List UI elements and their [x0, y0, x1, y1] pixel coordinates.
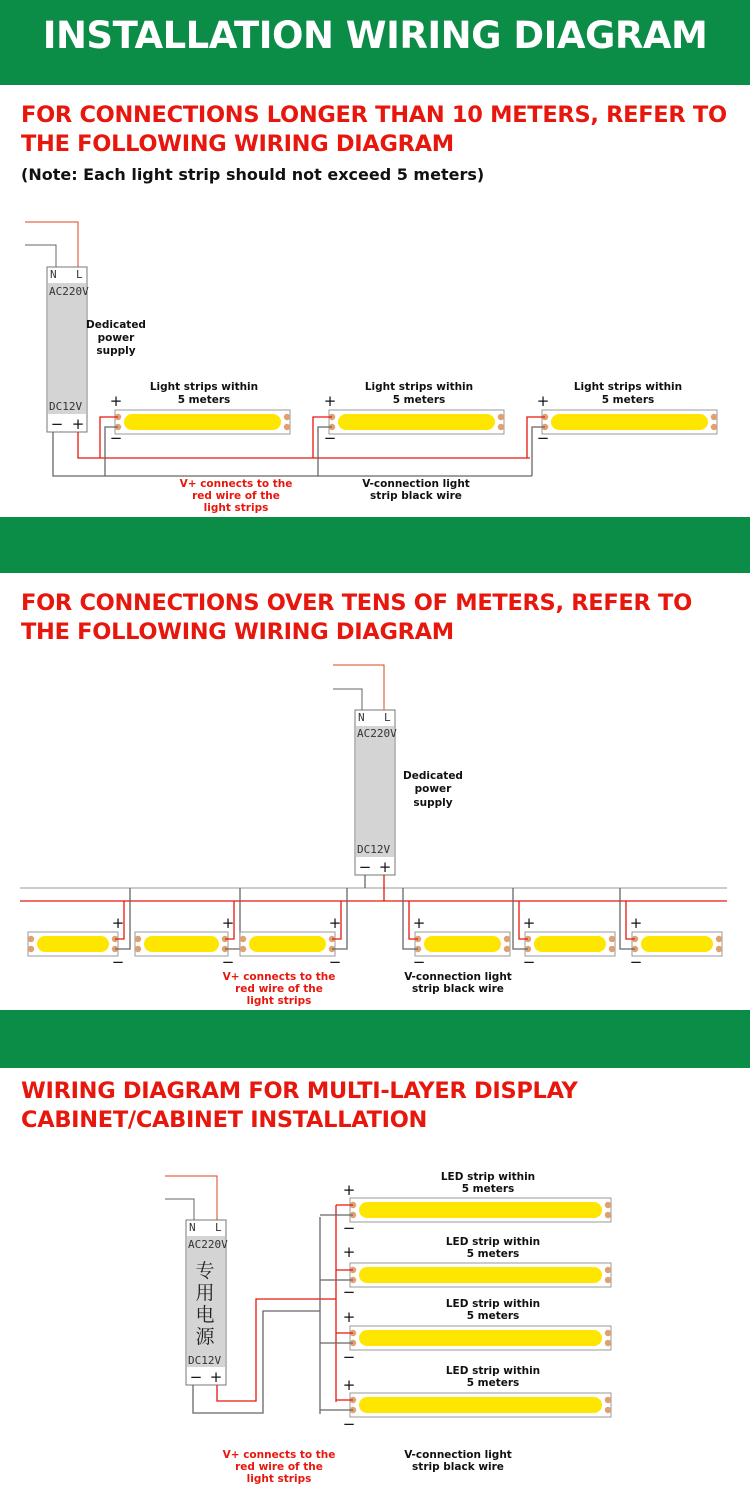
heading-line: FOR CONNECTIONS LONGER THAN 10 METERS, REFER TO	[21, 102, 727, 128]
vminus-label: strip black wire	[370, 490, 462, 502]
solder-pad	[605, 1267, 611, 1273]
minus-sign: −	[412, 953, 426, 971]
vplus-label: red wire of the	[192, 490, 280, 502]
strip-label: 5 meters	[392, 394, 446, 406]
solder-pad	[28, 936, 34, 942]
solder-pad	[240, 936, 246, 942]
heading-line: FOR CONNECTIONS OVER TENS OF METERS, REFER TO	[21, 590, 692, 616]
psu-minus: −	[189, 1368, 203, 1386]
vplus-label: V+ connects to the	[222, 971, 336, 983]
led-strip-light	[338, 414, 495, 430]
psu-dc: DC12V	[49, 400, 83, 413]
minus-sign: −	[522, 953, 536, 971]
led-strip-light	[249, 936, 326, 952]
minus-sign: −	[342, 1219, 356, 1237]
solder-pad	[605, 1397, 611, 1403]
solder-pad	[711, 414, 717, 420]
strip-label: 5 meters	[461, 1183, 515, 1195]
heading-line: CABINET/CABINET INSTALLATION	[21, 1107, 428, 1133]
page-title: INSTALLATION WIRING DIAGRAM	[42, 14, 708, 57]
plus-sign: +	[342, 1181, 356, 1199]
minus-sign: −	[328, 953, 342, 971]
minus-sign: −	[221, 953, 235, 971]
strip-label: LED strip within	[440, 1171, 536, 1183]
live-wire	[333, 665, 384, 710]
led-strip-light	[359, 1202, 602, 1218]
strip-label: LED strip within	[445, 1365, 541, 1377]
psu-label: power	[414, 783, 452, 795]
plus-sign: +	[221, 914, 235, 932]
led-strip-light	[641, 936, 713, 952]
solder-pad	[135, 936, 141, 942]
power-supply-body	[48, 283, 86, 414]
plus-sign: +	[629, 914, 643, 932]
neutral-wire	[25, 245, 56, 267]
psu-ac: AC220V	[49, 285, 89, 298]
psu-plus: +	[71, 415, 85, 433]
plus-sign: +	[522, 914, 536, 932]
solder-pad	[605, 1330, 611, 1336]
psu-l: L	[76, 268, 83, 281]
psu-l: L	[384, 711, 391, 724]
plus-sign: +	[412, 914, 426, 932]
plus-sign: +	[111, 914, 125, 932]
led-strip-light	[359, 1397, 602, 1413]
vminus-label: V-connection light	[404, 1449, 512, 1461]
live-wire	[165, 1176, 217, 1220]
led-strip-light	[359, 1267, 602, 1283]
diagram1-labels	[49, 268, 682, 514]
strip-label: 5 meters	[466, 1377, 520, 1389]
solder-pad	[135, 946, 141, 952]
led-strip-light	[144, 936, 219, 952]
psu-plus: +	[378, 858, 392, 876]
psu-dc: DC12V	[188, 1354, 222, 1367]
psu-n: N	[50, 268, 57, 281]
neutral-wire	[165, 1199, 194, 1220]
minus-sign: −	[111, 953, 125, 971]
vplus-label: light strips	[246, 1473, 312, 1485]
vminus-label: V-connection light	[362, 478, 470, 490]
heading-line: THE FOLLOWING WIRING DIAGRAM	[21, 619, 454, 645]
solder-pad	[498, 424, 504, 430]
plus-sign: +	[323, 392, 337, 410]
minus-sign: −	[109, 429, 123, 447]
solder-pad	[711, 424, 717, 430]
psu-ac: AC220V	[357, 727, 397, 740]
negative-bus-wire	[53, 432, 532, 476]
heading-line: WIRING DIAGRAM FOR MULTI-LAYER DISPLAY	[21, 1078, 578, 1104]
psu-label: Dedicated	[403, 770, 463, 782]
led-strip-light	[124, 414, 281, 430]
vplus-label: light strips	[246, 995, 312, 1007]
minus-sign: −	[536, 429, 550, 447]
psu-dc: DC12V	[357, 843, 391, 856]
psu-ac: AC220V	[188, 1238, 228, 1251]
strip-label: LED strip within	[445, 1236, 541, 1248]
psu-minus: −	[50, 415, 64, 433]
psu-char: 专	[195, 1260, 215, 1282]
led-strip-light	[551, 414, 708, 430]
strip-label: Light strips within	[364, 381, 474, 393]
solder-pad	[716, 936, 722, 942]
strip-label: Light strips within	[573, 381, 683, 393]
psu-label: supply	[96, 345, 136, 357]
psu-minus: −	[358, 858, 372, 876]
solder-pad	[605, 1202, 611, 1208]
vminus-label: strip black wire	[412, 1461, 504, 1473]
solder-pad	[28, 946, 34, 952]
strip-label: 5 meters	[601, 394, 655, 406]
psu-l: L	[215, 1221, 222, 1234]
minus-sign: −	[629, 953, 643, 971]
psu-label: Dedicated	[86, 319, 146, 331]
vminus-label: V-connection light	[404, 971, 512, 983]
vplus-label: V+ connects to the	[222, 1449, 336, 1461]
solder-pad	[284, 414, 290, 420]
positive-bus-wire	[78, 432, 530, 458]
led-strip-light	[359, 1330, 602, 1346]
solder-pad	[284, 424, 290, 430]
psu-plus: +	[209, 1368, 223, 1386]
minus-sign: −	[342, 1415, 356, 1433]
vplus-label: red wire of the	[235, 983, 323, 995]
heading-line: THE FOLLOWING WIRING DIAGRAM	[21, 131, 454, 157]
strip-label: 5 meters	[177, 394, 231, 406]
solder-pad	[605, 1212, 611, 1218]
strip-label: LED strip within	[445, 1298, 541, 1310]
led-strip-light	[424, 936, 501, 952]
led-strip-light	[37, 936, 109, 952]
strip-label: 5 meters	[466, 1248, 520, 1260]
positive-feed-wire	[217, 1299, 336, 1401]
solder-pad	[609, 936, 615, 942]
minus-sign: −	[323, 429, 337, 447]
psu-label: supply	[413, 797, 453, 809]
vminus-label: strip black wire	[412, 983, 504, 995]
plus-sign: +	[328, 914, 342, 932]
psu-label: power	[97, 332, 135, 344]
minus-sign: −	[342, 1283, 356, 1301]
vplus-label: light strips	[203, 502, 269, 514]
power-supply-body	[356, 726, 394, 857]
neutral-wire	[333, 689, 362, 710]
plus-sign: +	[536, 392, 550, 410]
vplus-label: V+ connects to the	[179, 478, 293, 490]
solder-pad	[605, 1277, 611, 1283]
vplus-label: red wire of the	[235, 1461, 323, 1473]
solder-pad	[716, 946, 722, 952]
plus-sign: +	[109, 392, 123, 410]
plus-sign: +	[342, 1243, 356, 1261]
led-strip-light	[534, 936, 606, 952]
plus-sign: +	[342, 1308, 356, 1326]
minus-sign: −	[342, 1348, 356, 1366]
psu-char: 源	[195, 1326, 215, 1348]
solder-pad	[504, 936, 510, 942]
solder-pad	[504, 946, 510, 952]
strip-label: 5 meters	[466, 1310, 520, 1322]
solder-pad	[240, 946, 246, 952]
solder-pad	[498, 414, 504, 420]
psu-char: 用	[195, 1282, 215, 1304]
strip-label: Light strips within	[149, 381, 259, 393]
solder-pad	[609, 946, 615, 952]
psu-n: N	[358, 711, 365, 724]
solder-pad	[605, 1340, 611, 1346]
plus-sign: +	[342, 1376, 356, 1394]
psu-n: N	[189, 1221, 196, 1234]
solder-pad	[605, 1407, 611, 1413]
section1-note: (Note: Each light strip should not exceed 5 meters)	[21, 165, 485, 184]
psu-char: 电	[195, 1304, 215, 1326]
